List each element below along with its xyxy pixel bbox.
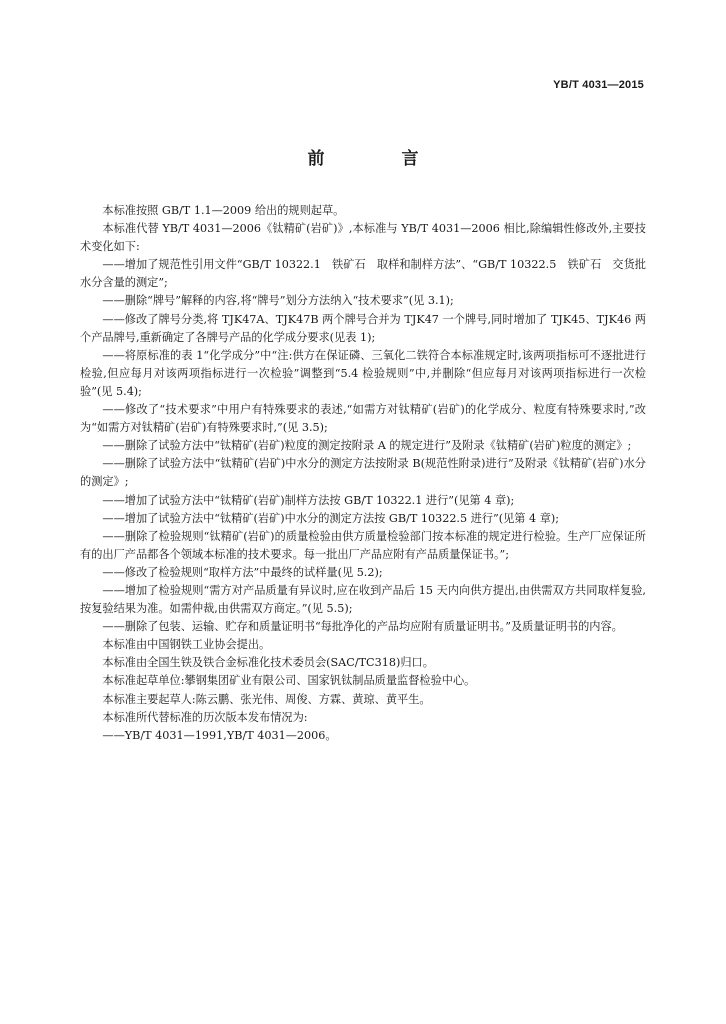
history-item: ——YB/T 4031—1991,YB/T 4031—2006。 <box>102 728 337 742</box>
page-title: 前 言 <box>307 149 449 169</box>
change-item-4: ——将原标准的表 1“化学成分”中“注:供方在保证磷、三氧化二铁符合本标准规定时,该两项指标可不逐批进行检验,但应每月对该两项指标进行一次检验”调整到“5.4 检验规则”中,并删除“但应每月对该两项指标进行一次检验”(见 5.4); <box>80 348 646 398</box>
drafters-paragraph: 本标准主要起草人:陈云鹏、张光伟、周俊、方霖、黄琼、黄平生。 <box>102 692 431 706</box>
proposer-paragraph: 本标准由中国钢铁工业协会提出。 <box>102 638 271 652</box>
change-item-7: ——删除了试验方法中“钛精矿(岩矿)中水分的测定方法按附录 B(规范性附录)进行”及附录《钛精矿(岩矿)水分的测定》; <box>80 457 646 489</box>
change-item-13: ——删除了包装、运输、贮存和质量证明书“每批净化的产品均应附有质量证明书。”及质量证明书的内容。 <box>102 620 623 634</box>
change-item-1: ——增加了规范性引用文件“GB/T 10322.1 铁矿石 取样和制样方法”、“GB/T 10322.5 铁矿石 交货批水分含量的测定”; <box>80 258 646 290</box>
change-item-6: ——删除了试验方法中“钛精矿(岩矿)粒度的测定按附录 A 的规定进行”及附录《钛精矿(岩矿)粒度的测定》; <box>102 439 632 453</box>
drafting-units-paragraph: 本标准起草单位:攀钢集团矿业有限公司、国家钒钛制品质量监督检验中心。 <box>102 674 476 688</box>
paragraph-2: 本标准代替 YB/T 4031—2006《钛精矿(岩矿)》,本标准与 YB/T 4031—2006 相比,除编辑性修改外,主要技术变化如下: <box>80 222 646 254</box>
change-item-5: ——修改了“技术要求”中用户有特殊要求的表述,“如需方对钛精矿(岩矿)的化学成分、粒度有特殊要求时,”改为“如需方对钛精矿(岩矿)有特殊要求时,”(见 3.5); <box>80 403 646 435</box>
change-item-11: ——修改了检验规则“取样方法”中最终的试样量(见 5.2); <box>102 565 383 579</box>
change-item-9: ——增加了试验方法中“钛精矿(岩矿)中水分的测定方法按 GB/T 10322.5 进行”(见第 4 章); <box>102 511 560 525</box>
change-item-2: ——删除“牌号”解释的内容,将“牌号”划分方法纳入“技术要求”(见 3.1); <box>102 294 454 308</box>
change-item-8: ——增加了试验方法中“钛精矿(岩矿)制样方法按 GB/T 10322.1 进行”(见第 4 章); <box>102 493 515 507</box>
paragraph-1: 本标准按照 GB/T 1.1—2009 给出的规则起草。 <box>102 204 345 217</box>
foreword-body <box>80 202 646 745</box>
change-item-10: ——删除了检验规则“钛精矿(岩矿)的质量检验由供方质量检验部门按本标准的规定进行检验。生产厂应保证所有的出厂产品都各个领域本标准的技术要求。每一批出厂产品应附有产品质量保证书。”; <box>80 529 646 561</box>
change-item-12: ——增加了检验规则“需方对产品质量有异议时,应在收到产品后 15 天内向供方提出,由供需双方共同取样复验,按复验结果为准。如需仲裁,由供需双方商定。”(见 5.5); <box>80 583 646 616</box>
history-intro-paragraph: 本标准所代替标准的历次版本发布情况为: <box>102 710 308 724</box>
standard-code: YB/T 4031—2015 <box>553 79 644 91</box>
committee-paragraph: 本标准由全国生铁及铁合金标准化技术委员会(SAC/TC318)归口。 <box>102 656 434 670</box>
change-item-3: ——修改了牌号分类,将 TJK47A、TJK47B 两个牌号合并为 TJK47 一个牌号,同时增加了 TJK45、TJK46 两个产品牌号,重新确定了各牌号产品的化学成分要求(见表 1); <box>80 312 646 344</box>
